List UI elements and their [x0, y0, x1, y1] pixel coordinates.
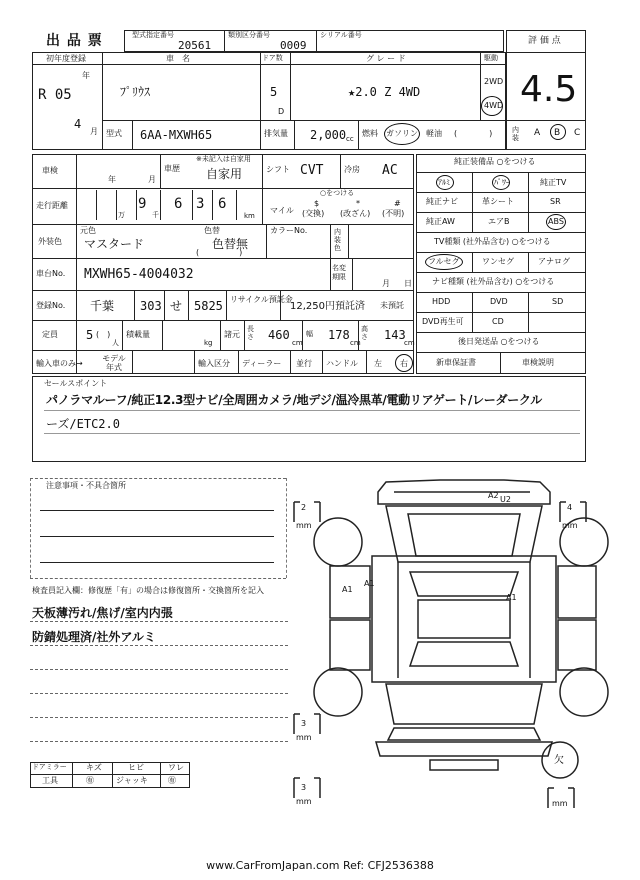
car-name: ﾌﾟﾘｳｽ	[120, 85, 151, 99]
import-category-label: 輸入区分	[198, 359, 230, 368]
spare-tire-unit: mm	[552, 799, 568, 808]
tv-fullseg-circle	[425, 254, 463, 270]
equip-sr: SR	[550, 197, 561, 206]
mark-u2: U2	[500, 495, 511, 504]
load-label: 積載量	[126, 330, 150, 339]
shift: CVT	[300, 163, 324, 178]
equip-airbag: エアB	[488, 217, 510, 226]
type-no-label: 型式指定番号	[132, 31, 174, 39]
equip-alloy: ｱﾙﾐ	[438, 178, 450, 187]
car-damage-diagram	[290, 470, 630, 810]
tire-rr-depth: 3	[301, 783, 307, 792]
color-code-label: 色替	[204, 226, 220, 235]
width-unit: cm	[350, 339, 361, 347]
mileage-altered: (改ざん)	[340, 209, 371, 218]
nav-dvd: DVD	[490, 297, 508, 306]
grade-label: グ レ ー ド	[366, 54, 406, 63]
mileage-mile: マイル	[270, 206, 294, 215]
tire-rr-unit: mm	[296, 797, 312, 806]
equip-aw: 純正AW	[426, 217, 455, 226]
inspector-line1: 天板薄汚れ/焦げ/室内内張	[32, 606, 173, 620]
load-unit: kg	[204, 339, 213, 347]
import-label: 輸入車のみ→	[36, 359, 83, 368]
interior-a: A	[534, 128, 541, 138]
mileage-d2: 6	[174, 196, 183, 212]
category-label: 類別区分番号	[228, 31, 270, 39]
mark-a1-left-front: A1	[364, 579, 375, 588]
chassis-number: MXWH65-4004032	[84, 267, 194, 282]
height-unit: cm	[404, 339, 415, 347]
handle-left: 左	[374, 359, 382, 368]
tire-fr-unit: mm	[562, 521, 578, 530]
fuel-circle	[384, 123, 420, 145]
dims-label: 諸元	[224, 330, 240, 339]
caution-label: 注意事項・不具合箇所	[46, 481, 126, 490]
year-unit: 年	[82, 71, 90, 80]
tools-tool: 工具	[42, 776, 58, 785]
handle-right: 右	[400, 359, 408, 368]
category-no: 0009	[280, 39, 307, 52]
equip-abs-circle	[546, 214, 566, 230]
docs-warranty: 新車保証書	[436, 358, 476, 367]
usage-label: 車歴	[164, 164, 180, 173]
tools-jack: ジャッキ	[116, 776, 148, 785]
docs-inspection: 車検説明	[522, 358, 554, 367]
mileage-d4: 6	[218, 196, 227, 212]
door-suffix: D	[278, 107, 285, 116]
height-label: 高さ	[361, 325, 368, 341]
first-reg-label: 初年度登録	[46, 54, 86, 63]
length-label: 長さ	[247, 325, 254, 341]
registration-class: 303	[140, 299, 162, 313]
interior-b-circle	[550, 124, 566, 140]
registration-number: 5825	[194, 299, 223, 313]
tv-analog: アナログ	[538, 257, 570, 266]
spare-tire-status: 欠	[554, 755, 564, 766]
mark-a1-left-door: A1	[342, 585, 353, 594]
interior-color-label: 内装色	[334, 228, 341, 252]
tv-fullseg: フルセグ	[428, 257, 460, 266]
tire-fr-depth: 4	[567, 503, 573, 512]
mileage-sen: 千	[152, 211, 159, 219]
first-reg-year: R 05	[38, 87, 72, 103]
usage: 自家用	[206, 167, 243, 181]
tv-header: TV種類 (社外品含む) ○をつける	[434, 237, 551, 246]
registration-region: 千葉	[90, 299, 115, 313]
interior-c: C	[574, 128, 581, 138]
fuel-label: 燃料	[362, 129, 378, 138]
mileage-d1: 9	[138, 196, 147, 212]
displacement: 2,000	[310, 128, 347, 142]
length-unit: cm	[292, 339, 303, 347]
colorno-label: カラーNo.	[270, 226, 308, 235]
drive-label: 駆動	[484, 54, 498, 62]
tire-fl-depth: 2	[301, 503, 307, 512]
month-unit: 月	[90, 127, 98, 136]
tire-rl-unit: mm	[296, 733, 312, 742]
capacity-label: 定員	[42, 330, 58, 339]
color-changed: 色替無	[212, 237, 249, 251]
original-color: マスタード	[84, 237, 145, 251]
fuel-paren: ( )	[454, 129, 493, 138]
handle-label: ハンドル	[326, 359, 358, 368]
tools-crack: ヒビ	[128, 763, 144, 772]
interior-b: B	[554, 128, 561, 138]
capacity-value: 5	[86, 328, 94, 342]
width-label: 幅	[306, 330, 313, 338]
recycle-amount: 12,250円預託済	[290, 301, 365, 312]
mileage-altered-sym: *	[356, 199, 360, 208]
docs-header: 後日発送品 ○をつける	[458, 337, 540, 346]
nav-hdd: HDD	[432, 297, 451, 306]
equip-leather: 革シート	[482, 197, 514, 206]
color-paren: ( )	[196, 248, 243, 257]
mileage-man: 万	[118, 211, 125, 219]
capacity-unit: 人	[112, 339, 119, 347]
model: 6AA-MXWH65	[140, 128, 213, 142]
nav-sd: SD	[552, 297, 564, 306]
mark-a1-right: A1	[506, 593, 517, 602]
displacement-unit: cc	[346, 135, 354, 143]
height: 143	[384, 328, 406, 342]
tire-fl-unit: mm	[296, 521, 312, 530]
inspection-label: 車検	[42, 166, 58, 175]
recycle-label: リサイクル預託金	[230, 295, 293, 304]
ac: AC	[382, 163, 398, 178]
car-name-label: 車 名	[166, 54, 190, 63]
grade: ★2.0 Z 4WD	[348, 85, 421, 99]
inspector-label: 検査員記入欄：修復歴「有」の場合は修復箇所・交換箇所を記入	[32, 586, 264, 595]
import-dealer: ディーラー	[242, 359, 282, 368]
tools-scratch: キズ	[86, 763, 102, 772]
mileage-circle-note: ○をつける	[320, 189, 355, 197]
chassis-label: 車台No.	[36, 269, 66, 278]
import-parallel: 並行	[296, 359, 312, 368]
shift-label: シフト	[266, 165, 290, 174]
drive-2wd: 2WD	[484, 77, 504, 86]
registration-label: 登録No.	[36, 301, 66, 310]
tire-rl-depth: 3	[301, 719, 307, 728]
color-label: 外装色	[38, 237, 62, 246]
mileage-swap-sym: $	[314, 199, 320, 208]
registration-kana: せ	[170, 299, 183, 313]
nav-header: ナビ種類 (社外品含む) ○をつける	[432, 277, 555, 286]
doors: 5	[270, 85, 278, 99]
sales-point-line2: ーズ/ETC2.0	[46, 417, 120, 431]
footer-reference: www.CarFromJapan.com Ref: CFJ2536388	[206, 859, 434, 872]
inspection-month-unit: 月	[148, 175, 156, 184]
change-month-unit: 月	[382, 279, 390, 288]
equip-power-circle	[492, 175, 510, 190]
ac-label: 冷房	[344, 165, 360, 174]
length: 460	[268, 328, 290, 342]
nav-cd: CD	[492, 317, 504, 326]
tv-oneseg: ワンセグ	[482, 257, 514, 266]
handle-right-circle	[395, 354, 413, 372]
nav-dvd-play: DVD再生可	[422, 317, 464, 326]
drive-4wd: 4WD	[484, 101, 504, 110]
drive-4wd-circle	[481, 96, 503, 116]
tools-mirror: ドアミラー	[32, 763, 67, 771]
change-day-unit: 日	[404, 279, 412, 288]
tools-tool-has: ㊒	[86, 776, 94, 785]
mileage-label: 走行距離	[36, 201, 68, 210]
sales-point-line1: パノラマルーフ/純正12.3型ナビ/全周囲カメラ/地デジ/温冷黒革/電動リアゲート/レーダークル	[46, 393, 542, 407]
serial-label: シリアル番号	[320, 31, 362, 39]
equip-power: ﾊﾟﾜｰ	[494, 178, 510, 187]
first-reg-month: 4	[74, 117, 82, 131]
equip-alloy-circle	[436, 175, 454, 190]
mileage-d3: 3	[196, 196, 205, 212]
mileage-km: km	[244, 212, 255, 220]
tools-break: ワレ	[168, 763, 184, 772]
inspector-line2: 防錆処理済/社外アルミ	[32, 630, 156, 644]
original-color-label: 元色	[80, 226, 96, 235]
mark-a2: A2	[488, 491, 499, 500]
equip-nav: 純正ナビ	[426, 197, 458, 206]
usage-note: ※未記入は自家用	[196, 155, 251, 163]
inspection-year-unit: 年	[108, 175, 116, 184]
name-change-label: 名変期限	[332, 264, 346, 281]
tools-jack-has: ㊒	[168, 776, 176, 785]
displacement-label: 排気量	[264, 129, 288, 138]
model-year-label: モデル年式	[102, 354, 126, 372]
equipment-header: 純正装備品 ○をつける	[454, 157, 536, 166]
width: 178	[328, 328, 350, 342]
equip-abs: ABS	[548, 217, 564, 226]
capacity-paren: ( )	[96, 330, 111, 339]
equip-tv: 純正TV	[540, 178, 567, 187]
model-label: 型式	[106, 129, 122, 138]
sales-point-label: セールスポイント	[44, 379, 108, 388]
mileage-unknown: (不明)	[382, 209, 405, 218]
score-value: 4.5	[520, 69, 578, 110]
form-title: 出 品 票	[46, 33, 103, 49]
doors-label: ドア数	[262, 54, 283, 62]
mileage-unknown-sym: #	[394, 199, 401, 208]
score-label: 評 価 点	[528, 36, 561, 46]
mileage-swap: (交換)	[302, 209, 325, 218]
recycle-unpaid: 未預託	[380, 301, 404, 310]
fuel-gasoline: ガソリン	[386, 129, 418, 138]
fuel-light-oil: 軽油	[426, 129, 442, 138]
interior-label: 内装	[512, 126, 519, 142]
type-no: 20561	[178, 39, 212, 52]
